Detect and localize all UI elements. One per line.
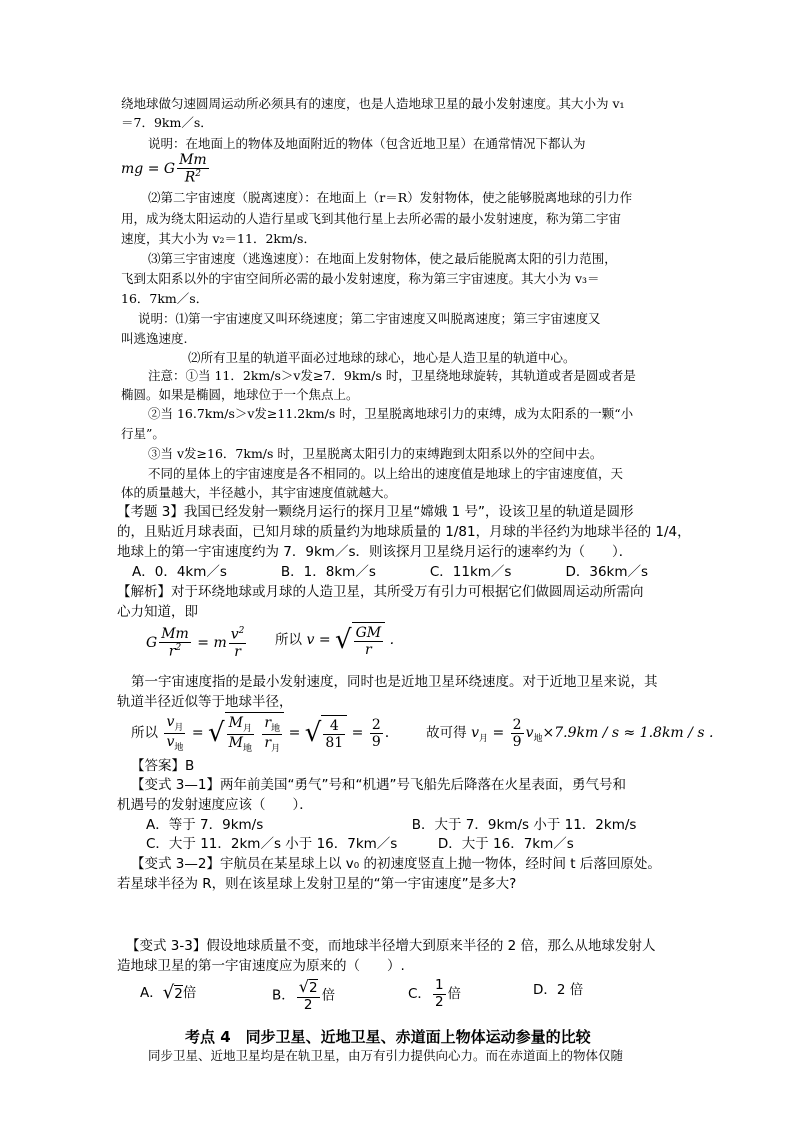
text-line-l13: 注意：①当 11．2km/s＞v发≥7．9km/s 时，卫星绕地球旋转，其轨道或者是圆或者是 [148,368,636,383]
text-line-l19: 体的质量越大，半径越小，其宇宙速度值就越大。 [121,485,397,500]
text-line-l18: 不同的星体上的宇宙速度是各不相同的。以上给出的速度值是地球上的宇宙速度值，天 [148,466,624,481]
text-line-l36: 造地球卫星的第一宇宙速度应为原来的（ ）. [117,958,405,974]
text-line-l20: 【考题 3】我国已经发射一颗绕月运行的探月卫星“嫦娥 1 号”，设该卫星的轨道是圆形 [117,504,634,520]
text-line-l38: 同步卫星、近地卫星均是在轨卫星，由万有引力提供向心力。而在赤道面上的物体仅随 [148,1048,624,1063]
option-c: C． $\frac{1}{2}$ 倍 [408,977,462,1010]
text-line-l04: ⑵第二宇宙速度（脱离速度）：在地面上（r＝R）发射物体，使之能够脱离地球的引力作 [148,190,633,205]
text-line-l27: 轨道半径近似等于地球半径， [117,694,293,710]
text-line-l09: 16．7km／s． [121,291,209,306]
text-line-l03: 说明：在地面上的物体及地面附近的物体（包含近地卫星）在通常情况下都认为 [148,136,586,151]
option-a: A．√2倍 [140,982,197,1003]
text-line-l12: ⑵所有卫星的轨道平面必过地球的球心，地心是人造卫星的轨道中心。 [188,350,576,365]
text-line-l14: 椭圆。如果是椭圆，地球位于一个焦点上。 [121,387,359,402]
text-line-l28: 【答案】B [131,758,195,774]
option-d: D．2 倍 [533,982,584,998]
text-line-l33: 【变式 3—2】宇航员在某星球上以 v₀ 的初速度竖直上抛一物体，经时间 t 后落回原处。 [131,856,661,872]
option-b: B． $\frac{√2}{2}$ 倍 [272,977,336,1013]
text-line-l25: 心力知道，即 [117,604,198,620]
text-line-l22: 地球上的第一宇宙速度约为 7．9km／s．则该探月卫星绕月运行的速率约为（ ）． [117,544,633,560]
formula-speed-ratio: 所以 $v_月$ $v_地$ = √ $M_月$ $M_地$ $r_地$ $r_月$ = √ $\frac{4}{81}$ = $\frac{2}{9}$ . 故可得 $v_月$ = $\frac{2}{9}$ $v_地\times 7.9km / s \approx 1.8km / s$ . [131,713,714,754]
formula-weight: mg = G $\frac{Mm}{R^2}$ [121,152,207,186]
text-line-l11: 叫逃逸速度. [121,331,188,346]
text-line-l10: 说明：⑴第一宇宙速度又叫环绕速度；第二宇宙速度又叫脱离速度；第三宇宙速度又 [138,311,601,326]
text-line-l26: 第一宇宙速度指的是最小发射速度，同时也是近地卫星环绕速度。对于近地卫星来说，其 [131,674,658,690]
text-line-l31: A．等于 7．9km/s B．大于 7．9km/s 小于 11．2km/s [146,817,637,833]
text-line-l06: 速度，其大小为 v₂＝11．2km/s． [121,231,316,246]
text-line-l15: ②当 16.7km/s＞v发≥11.2km/s 时，卫星脱离地球引力的束缚，成为太阳系的一颗“小 [148,406,634,421]
text-line-l32: C．大于 11．2km／s 小于 16．7km／s D．大于 16．7km／s [146,836,574,852]
formula-gravity-centripetal: G $\frac{Mm}{r^2}$ = m $\frac{v^2}{r}$ [146,626,245,660]
text-line-l07: ⑶第三宇宙速度（逃逸速度）：在地面上发射物体，使之最后能脱离太阳的引力范围， [148,251,617,266]
text-line-l30: 机遇号的发射速度应该（ ）． [117,797,313,813]
text-line-l21: 的，且贴近月球表面，已知月球的质量约为地球质量的 1/81，月球的半径约为地球半径的 1/4， [117,524,691,540]
text-line-l16: 行星”。 [121,426,165,441]
text-line-l29: 【变式 3—1】两年前美国“勇气”号和“机遇”号飞船先后降落在火星表面，勇气号和 [131,777,626,793]
section-title: 考点 4 同步卫星、近地卫星、赤道面上物体运动参量的比较 [185,1028,591,1046]
text-line-l05: 用，成为绕太阳运动的人造行星或飞到其他行星上去所必需的最小发射速度，称为第二宇宙 [121,211,622,226]
text-line-l24: 【解析】对于环绕地球或月球的人造卫星，其所受万有引力可根据它们做圆周运动所需向 [117,584,644,600]
text-line-l23: A．0．4km／s B．1．8km／s C．11km／s D．36km／s [132,564,649,580]
text-line-l02: ＝7．9km／s． [121,115,213,130]
text-line-l08: 飞到太阳系以外的宇宙空间所必需的最小发射速度，称为第三宇宙速度。其大小为 v₃＝ [121,271,600,286]
formula-orbital-speed: 所以 v = √ $\frac{GM}{r}$ . [275,622,394,658]
text-line-l34: 若星球半径为 R，则在该星球上发射卫星的“第一宇宙速度”是多大? [117,876,517,892]
text-line-l01: 绕地球做匀速圆周运动所必须具有的速度，也是人造地球卫星的最小发射速度。其大小为 v₁ [121,96,625,111]
text-line-l35: 【变式 3-3】假设地球质量不变，而地球半径增大到原来半径的 2 倍，那么从地球发射人 [126,938,656,954]
text-line-l17: ③当 v发≥16．7km/s 时，卫星脱离太阳引力的束缚跑到太阳系以外的空间中去。 [148,446,603,461]
